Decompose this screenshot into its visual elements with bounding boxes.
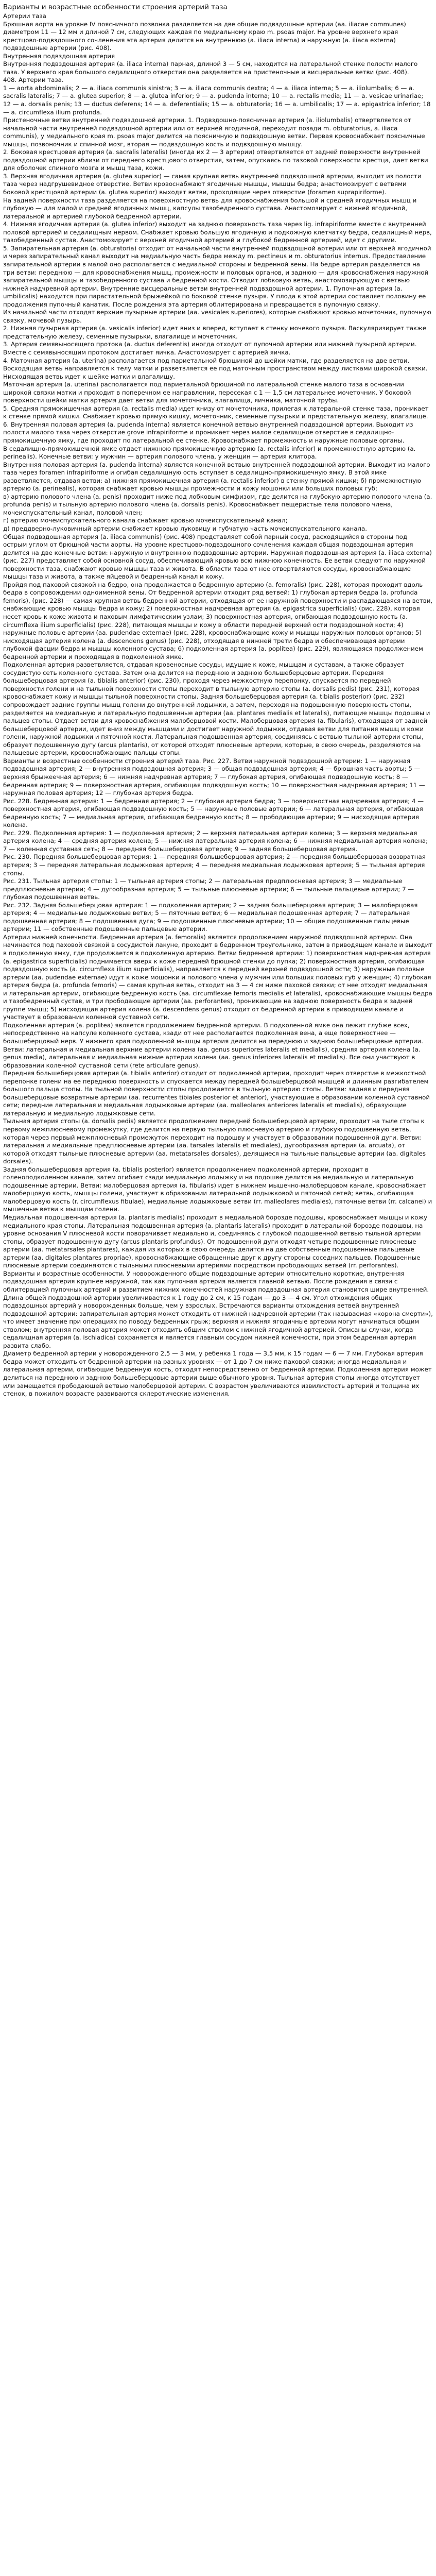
paragraph: 6. Внутренняя половая артерия (a. pudenda interna) является конечной ветвью внутренней подвздошной артерии. Выходит из полости малого таза через отверстие grove infrapiriforme и проникает через малое седалищное отверстие в седалищно-прямокишечную ямку, где проходит по латеральной ее стенке. Кровоснабжает промежность и наружные половые органы. В седалищно-прямокишечной ямке отдает нижнюю прямокишечную артерию (a. rectalis inferior) и промежностную артерию (a. perinealis). Конечные ветви: у мужчин — артерия полового члена, у женщин — артерия клитора. — [3, 420, 416, 461]
paragraph-list — [3, 12, 433, 1398]
paragraph: д) преддверно-луковичный артерии снабжает кровью луковицу и губчатую часть мочеиспускательного канала. — [3, 525, 368, 532]
paragraph: 3. Артерия семявыносящего протока (a. ductus deferentis) иногда отходит от пупочной артерии или нижней пузырной артерии. Вместе с семявыносящим протоком достигает яичка. Анастомозирует с артерией яичка. — [3, 341, 417, 356]
paragraph: Внутренняя половая артерия (a. pudenda interna) является конечной ветвью внутренней подвздошной артерии. Выходит из малого таза через foramen infrapiriforme и огибая седалищную ость вступает в седалищно-прямокишечную ямку. В этой ямке разветвляется, отдавая ветви: а) нижняя прямокишечная артерия (a. rectalis inferior) в стенку прямой кишки; б) промежностную артерию (a. perinealis), которая снабжает кровью мышцы промежности и кожу мошонки или больших половых губ; — [3, 461, 430, 493]
page-title: Варианты и возрастные особенности строения артерий таза — [3, 3, 228, 11]
paragraph: Артерии таза — [3, 12, 46, 20]
paragraph: Общая подвздошная артерия (a. iliaca communis) (рис. 408) представляет собой парный сосуд, расходящийся в стороны под острым углом от брюшной части аорты. На уровне крестцово-подвздошного сочленения каждая общая подвздошная артерия делится на две конечные ветви: наружную и внутреннюю подвздошные артерии. Наружная подвздошная артерия (a. iliaca externa) (рис. 227) представляет собой основной сосуд, обеспечивающий кровью всю нижнюю конечность. Ее ветви следуют по наружной поверхности таза, снабжают кровью мышцы таза и живота. В области таза от нее отвертвляются сосуды, кровоснабжающие мышцы таза и живота, а также яйцевой и бедренный канал и кожу. Пройдя под паховой связкой на бедро, она продолжается в бедренную артерию (a. femoralis) (рис. 228), которая проходит вдоль бедра в сопровождении одноименной вены. От бедренной артерии отходит ряд ветвей: 1) глубокая артерия бедра (a. profunda femoris), (рис. 228) — самая крупная ветвь бедренной артерии, отходящая от ее наружной поверхности и распадающаяся на ветви, снабжающие кровью мышцы бедра и кожу; 2) поверхностная надчревная артерия (a. epigastrica superficialis) (рис. 228), которая несет кровь к коже живота и паховым лимфатическим узлам; 3) поверхностная артерия, огибающая подвздошную кость (a. circumflexa ilium superficialis) (рис. 228), питающая мышцы и кожу в области передней верхней ости подвздошной кости; 4) наружные половые артерии (aa. pudendae externae) (рис. 228), кровоснабжающие кожу и мышцы наружных половых органов; 5) нисходящая артерия колена (a. descendens genus) (рис. 228), отходящая в нижней трети бедра и обеспечивающая артерии глубокой фасции бедра и мышцы коленного сустава; 6) подколенная артерия (a. poplitea) (рис. 229), являющаяся продолжением бедренной артерии и проходящая в подколенной ямке. — [3, 533, 433, 660]
paragraph: Варианты и возрастные особенности строения артерий таза. Рис. 227. Ветви наружной подвздошной артерии: 1 — наружная подвздошная артерия; 2 — внутренняя подвздошная артерия; 3 — общая подвздошная артерия; 4 — брюшная часть аорты; 5 — верхняя брыжеечная артерия; 6 — нижняя надчревная артерия; 7 — глубокая артерия, огибающая подвздошную кость; 8 — бедренная артерия; 9 — поверхностная артерия, огибающая подвздошную кость; 10 — поверхностная надчревная артерия; 11 — наружная половая артерия; 12 — глубокая артерия бедра. Рис. 228. Бедренная артерия: 1 — бедренная артерия; 2 — глубокая артерия бедра; 3 — поверхностная надчревная артерия; 4 — поверхностная артерия, огибающая подвздошную кость; 5 — наружные половые артерии; 6 — латеральная артерия, огибающая бедренную кость; 7 — медиальная артерия, огибающая бедренную кость; 8 — прободающие артерии; 9 — нисходящая артерия колена. Рис. 229. Подколенная артерия: 1 — подколенная артерия; 2 — верхняя латеральная артерия колена; 3 — верхняя медиальная артерия колена; 4 — средняя артерия колена; 5 — нижняя латеральная артерия колена; 6 — нижняя медиальная артерия колена; 7 — коленная суставная сеть; 8 — передняя большеберцовая артерия; 9 — задняя большеберцовая артерия. Рис. 230. Передняя большеберцовая артерия: 1 — передняя большеберцовая артерия; 2 — передняя большеберцовая возвратная артерия; 3 — передняя латеральная лодыжковая артерия; 4 — передняя медиальная лодыжковая артерия; 5 — тыльная артерия стопы. Рис. 231. Тыльная артерия стопы: 1 — тыльная артерия стопы; 2 — латеральная предплюсневая артерия; 3 — медиальные предплюсневые артерии; 4 — дугообразная артерия; 5 — тыльные плюсневые артерии; 6 — тыльные пальцевые артерии; 7 — глубокая подошвенная ветвь. Рис. 232. Задняя большеберцовая артерия: 1 — подколенная артерия; 2 — задняя большеберцовая артерия; 3 — малоберцовая артерия; 4 — медиальные лодыжковые ветви; 5 — пяточные ветви; 6 — медиальная подошвенная артерия; 7 — латеральная подошвенная артерия; 8 — подошвенная дуга; 9 — подошвенные плюсневые артерии; 10 — общие подошвенные пальцевые артерии; 11 — собственные подошвенные пальцевые артерии. — [3, 757, 428, 933]
paragraph: Брюшная аорта на уровне IV поясничного позвонка разделяется на две общие подвздошные артерии (аа. iliacae communes) диаметром 11 — 12 мм и длиной 7 см, следующих каждая по медиальному краю m. psoas major. На уровне верхнего края крестцово-подвздошного сочленения эта артерия делится на внутреннюю (a. iliaca interna) и наружную (a. iliaca externa) подвздошные артерии (рис. 408). — [3, 20, 406, 52]
paragraph: Диаметр бедренной артерии у новорожденного 2,5 — 3 мм, у ребенка 1 года — 3,5 мм, к 15 годам — 6 — 7 мм. Глубокая артерия бедра может отходить от бедренной артерии на разных уровнях — от 1 до 7 см ниже паховой связки; иногда медиальная и латеральная артерии, огибающие бедренную кость, отходят непосредственно от бедренной артерии. Подколенная артерия может делиться на переднюю и заднюю большеберцовые артерии выше обычного уровня. Тыльная артерия стопы иногда отсутствует или замещается прободающей ветвью малоберцовой артерии. С возрастом увеличиваются извилистость артерий и толщина их стенок, в пожилом возрасте развиваются склеротические изменения. — [3, 1350, 432, 1398]
paragraph: Передняя большеберцовая артерия (a. tibialis anterior) отходит от подколенной артерии, проходит через отверстие в межкостной перепонке голени на ее переднюю поверхность и спускается между передней большеберцовой мышцей и длинным разгибателем большого пальца стопы. На тыльной поверхности стопы продолжается в тыльную артерию стопы. Ветви: задняя и передняя большеберцовые возвратные артерии (aa. recurrentes tibiales posterior et anterior), участвующие в образовании коленной суставной сети; передние латеральная и медиальная лодыжковые артерии (aa. malleolares anteriores lateralis et medialis), образующие латеральную и медиальную лодыжковые сети. — [3, 1070, 430, 1117]
paragraph: 5. Средняя прямокишечная артерия (a. rectalis media) идет книзу от мочеточника, прилегая к латеральной стенке таза, проникает к стенке прямой кишки. Снабжает кровью прямую кишку, мочеточник, семенные пузырьки и предстательную железу, влагалище. — [3, 404, 429, 420]
paragraph: Варианты и возрастные особенности. У новорожденного общие подвздошные артерии относительно короткие, внутренняя подвздошная артерия крупнее наружной, так как пупочная артерия является главной ветвью. После рождения в связи с облитерацией пупочных артерий и развитием нижних конечностей наружная подвздошная артерия становится шире внутренней. Длина общей подвздошной артерии увеличивается к 1 году до 2 см, к 15 годам — до 3 — 4 см. Угол отхождения общих подвздошных артерий у новорожденных больше, чем у взрослых. Встречаются варианты отхождения ветвей внутренней подвздошной артерии: запирательная артерия может отходить от нижней надчревной артерии (так называемая «корона смерти»), что имеет значение при операциях по поводу бедренных грыж; верхняя и нижняя ягодичные артерии могут начинаться общим стволом; внутренняя половая артерия может отходить общим стволом с нижней ягодичной артерией. Описаны случаи, когда седалищная артерия (a. ischiadica) сохраняется и является главным сосудом нижней конечности, при этом бедренная артерия развита слабо. — [3, 1269, 433, 1349]
paragraph: г) артерию мочеиспускательного канала снабжает кровью мочеиспускательный канал; — [3, 517, 288, 524]
paragraph: 5. Запирательная артерия (a. obturatoria) отходит от начальной части внутренней подвздошной артерии или от верхней ягодичной и через запирательный канал выходит на медиальную часть бедра между m. pectineus и m. obturatorius internus. Предоставление запирательной артерии в малой оно располагается с медиальной стороны и бедренной вены. На бедре артерия разделяется на три ветви: переднюю — для кровоснабжения мышц, промежности и половых органов, и заднюю — для кровоснабжения наружной запирательной мышцы и тазобедренного сустава и бедренной кости. Отводит лобковую ветвь, анастомозирующую с ветвью нижней надчревной артерии. Внутренние висцеральные ветви внутренней подвздошной артерии. 1. Пупочная артерия (a. umbilicalis) находится при парастательной брыжейкой по боковой стенке пузыря. У плода к этой артерии составляет половину ее продолжения пупочный канатик. После рождения эта артерия облитерирована и превращается в пупочную связку. Из начальной части отходят верхние пузырные артерии (aa. vesicales superiores), которые снабжают кровью мочеточник, пупочную связку, мочевой пузырь. — [3, 244, 431, 324]
paragraph: Внутренняя подвздошная артерия (a. iliaca interna) парная, длиной 3 — 5 см, находится на латеральной стенке полости малого таза. У верхнего края большого седалищного отверстия она разделяется на пристеночные и висцеральные ветви (рис. 408). — [3, 60, 418, 76]
paragraph: Артерии нижней конечности. Бедренная артерия (a. femoralis) является продолжением наружной подвздошной артерии. Она начинается под паховой связкой в сосудистой лакуне, проходит в бедренном треугольнике, затем в приводящем канале и выходит в подколенную ямку, где продолжается в подколенную артерию. Ветви бедренной артерии: 1) поверхностная надчревная артерия (a. epigastrica superficialis) поднимается вверх к коже передней брюшной стенки до пупка; 2) поверхностная артерия, огибающая подвздошную кость (a. circumflexa ilium superficialis), направляется к передней верхней подвздошной ости; 3) наружные половые артерии (aa. pudendae externae) идут к коже мошонки и полового члена у мужчин или больших половых губ у женщин; 4) глубокая артерия бедра (a. profunda femoris) — самая крупная ветвь, отходит на 3 — 4 см ниже паховой связки; от нее отходят медиальная и латеральная артерии, огибающие бедренную кость (aa. circumflexae femoris medialis et lateralis), кровоснабжающие мышцы бедра и тазобедренный сустав, и три прободающие артерии (aa. perforantes), проникающие на заднюю поверхность бедра к задней группе мышц; 5) нисходящая артерия колена (a. descendens genus) отходит от бедренной артерии в приводящем канале и участвует в образовании коленной суставной сети. — [3, 933, 433, 1021]
paragraph: 408. Артерии таза. 1 — aorta abdominalis; 2 — a. iliaca communis sinistra; 3 — a. iliaca communis dextra; 4 — a. iliaca interna; 5 — a. iliolumbalis; 6 — a. sacralis lateralis; 7 — a. glutea superior; 8 — a. glutea inferior; 9 — a. pudenda interna; 10 — a. rectalis media; 11 — a. vesicae urinariae; 12 — a. dorsalis penis; 13 — ductus deferens; 14 — a. deferentialis; 15 — a. obturatoria; 16 — a. umbilicalis; 17 — a. epigastrica inferior; 18 — a. circumflexa ilium profunda. — [3, 76, 431, 116]
paragraph: 2. Нижняя пузырная артерия (a. vesicalis inferior) идет вниз и вперед, вступает в стенку мочевого пузыря. Васкуляризирует также предстательную железу, семенные пузырьки, влагалище и мочеточник. — [3, 325, 427, 340]
paragraph: Медиальная подошвенная артерия (a. plantaris medialis) проходит в медиальной борозде подошвы, кровоснабжает мышцы и кожу медиального края стопы. Латеральная подошвенная артерия (a. plantaris lateralis) проходит в латеральной борозде подошвы, на уровне основания V плюсневой кости поворачивает медиально и, соединяясь с глубокой подошвенной ветвью тыльной артерии стопы, образует подошвенную дугу (arcus plantaris profundus). От подошвенной дуги отходят четыре подошвенные плюсневые артерии (aa. metatarsales plantares), каждая из которых в свою очередь делится на две собственные подошвенные пальцевые артерии (aa. digitales plantares propriae), кровоснабжающие обращенные друг к другу стороны соседних пальцев. Подошвенные плюсневые артерии соединяются с тыльными плюсневыми артериями посредством прободающих ветвей (rr. perforantes). — [3, 1214, 428, 1269]
paragraph: 4. Маточная артерия (a. uterina) располагается под париетальной брюшиной до шейки матки, где разделяется на две ветви. Восходящая ветвь направляется к телу матки и разветвляется ее под маточным пространством между листками широкой связки. Нисходящая ветвь идет к шейке матки и влагалищу. Маточная артерия (a. uterina) располагается под париетальной брюшиной по латеральной стенке малого таза в основании широкой связки матки и проходит в поперечном ее направлении, пересекая с 1 — 1,5 см латеральнее мочеточник. У боковой поверхности шейки матки артерия дает ветви для мочеточника, влагалища, яичника, маточной трубы. — [3, 357, 428, 404]
paragraph: Пристеночные ветви внутренней подвздошной артерии. 1. Подвздошно-поясничная артерия (a. iliolumbalis) отвертвляется от начальной части внутренней подвздошной артерии или от верхней ягодичной, переходит позади m. obturatorius, a. iliaca communis), у медиального края m. psoas major делится на поясничную и подвздошную ветви. Первая кровоснабжает поясничные мышцы, позвоночник и спинной мозг, вторая — подвздошную кость и подвздошную мышцу. — [3, 116, 425, 148]
paragraph: Задняя большеберцовая артерия (a. tibialis posterior) является продолжением подколенной артерии, проходит в голеноподколенном канале, затем огибает сзади медиальную лодыжку и на подошве делится на медиальную и латеральную подошвенные артерии. Ветви: малоберцовая артерия (a. fibularis) идет в нижнем мышечно-малоберцовом канале, кровоснабжает малоберцовую кость, мышцы голени, участвует в образовании латеральной лодыжковой и пяточной сетей; ветвь, огибающая малоберцовую кость (r. circumflexus fibulae), медиальные лодыжковые ветви (rr. malleolares mediales), пяточные ветви (rr. calcanei) и мышечные ветви к мышцам голени. — [3, 1165, 432, 1213]
paragraph: Подколенная артерия (a. poplitea) является продолжением бедренной артерии. В подколенной ямке она лежит глубже всех, непосредственно на капсуле коленного сустава, кзади от нее располагается подколенная вена, а еще поверхностнее — большеберцовый нерв. У нижнего края подколенной мышцы артерия делится на переднюю и заднюю большеберцовые артерии. Ветви: латеральная и медиальная верхние артерии колена (aa. genus superiores lateralis et medialis), средняя артерия колена (a. genus media), латеральная и медиальная нижние артерии колена (aa. genus inferiores lateralis et medialis). Все они участвуют в образовании коленной суставной сети (rete articulare genus). — [3, 1021, 424, 1069]
paragraph: Тыльная артерия стопы (a. dorsalis pedis) является продолжением передней большеберцовой артерии, проходит на тыле стопы к первому межплюсневому промежутку, где делится на первую тыльную плюсневую артерию и глубокую подошвенную ветвь, которая через первый межплюсневый промежуток переходит на подошву и участвует в образовании подошвенной дуги. Ветви: латеральная и медиальные предплюсневые артерии (aa. tarsales lateralis et mediales), дугообразная артерия (a. arcuata), от которой отходят тыльные плюсневые артерии (aa. metatarsales dorsales), делящиеся на тыльные пальцевые артерии (aa. digitales dorsales). — [3, 1117, 426, 1165]
paragraph: 4. Нижняя ягодичная артерия (a. glutea inferior) выходит на заднюю поверхность таза через lig. infrapiriforme вместе с внутренней половой артерией и седалищным нервом. Снабжает кровью большую ягодичную и подкожную клетчатку бедра, седалищный нерв, тазобедренный сустав. Анастомозирует с верхней ягодичной артерией и глубокой бедренной артерией, идет с другими. — [3, 221, 432, 244]
paragraph: 3. Верхняя ягодичная артерия (a. glutea superior) — самая крупная ветвь внутренней подвздошной артерии, выходит из полости таза через надгрушевидное отверстие. Ветви кровоснабжают ягодичные мышцы, мышцы бедра; анастомозирует с ветвями боковой крестцовой артерии (a. glutea superior) выходят ветви, проходящие через отверстие (foramen suprapiriforme). На задней поверхности таза разделяется на поверхностную ветвь для кровоснабжения большой и средней ягодичных мышц и глубокую — для малой и средней ягодичных мышц, капсулы тазобедренного сустава. Анастомозирует с нижней ягодичной, латеральной и артерией глубокой бедренной артерии. — [3, 172, 422, 220]
paragraph: в) артерию полового члена (a. penis) проходит ниже под лобковым симфизом, где делится на глубокую артерию полового члена (a. profunda penis) и тыльную артерию полового члена (a. dorsalis penis). Кровоснабжает пещеристые тела полового члена, мочеиспускательный канал, половой член; — [3, 493, 432, 516]
article-body — [3, 3, 433, 2576]
paragraph: Внутренняя подвздошная артерия — [3, 52, 115, 60]
paragraph: Подколенная артерия разветвляется, отдавая кровеносные сосуды, идущие к коже, мышцам и суставам, а также образует сосудистую сеть коленного сустава. Затем она делится на переднюю и заднюю большеберцовые артерии. Передняя большеберцовая артерия (a. tibialis anterior) (рис. 230), проходя через межкостную перепонку, спускается по передней поверхности голени и на тыльной поверхности стопы переходит в тыльную артерию стопы (a. dorsalis pedis) (рис. 231), которая кровоснабжает кожу и мышцы тыльной поверхности стопы. Задняя большеберцовая артерия (a. tibialis posterior) (рис. 232) сопровождает задние группы мышц голени до внутренней лодыжки, а затем, переходя на подошвенную поверхность стопы, разделяется на медиальную и латеральную подошвенные артерии (aa. plantares medialis et lateralis), питающие мышцы подошвы и пальцев стопы. Отдает ветви для кровоснабжения малоберцовой кости. Малоберцовая артерия (a. fibularis), отходящая от задней большеберцовой артерии, идет вниз между мышцами и достигает наружной лодыжки, отдавая ветви для питания мышц и кожи голени, наружной лодыжки и пяточной кости. Латеральная подошвенная артерия, соединяясь с ветвью тыльной артерии стопы, образует подошвенную дугу (arcus plantaris), от которой отходят плюсневые артерии, которые, в свою очередь, разделяются на пальцевые артерии, кровоснабжающие пальцы стопы. — [3, 661, 430, 757]
paragraph: 2. Боковая крестцовая артерия (a. sacralis lateralis) (иногда их 2 — 3 артерии) отвертвляется от задней поверхности внутренней подвздошной артерии вблизи от переднего крестцового отверстия, затем, опускаясь по тазовой поверхности крестца, дает ветви для оболочек спинного мозга и мышц таза, кожи. — [3, 148, 428, 172]
